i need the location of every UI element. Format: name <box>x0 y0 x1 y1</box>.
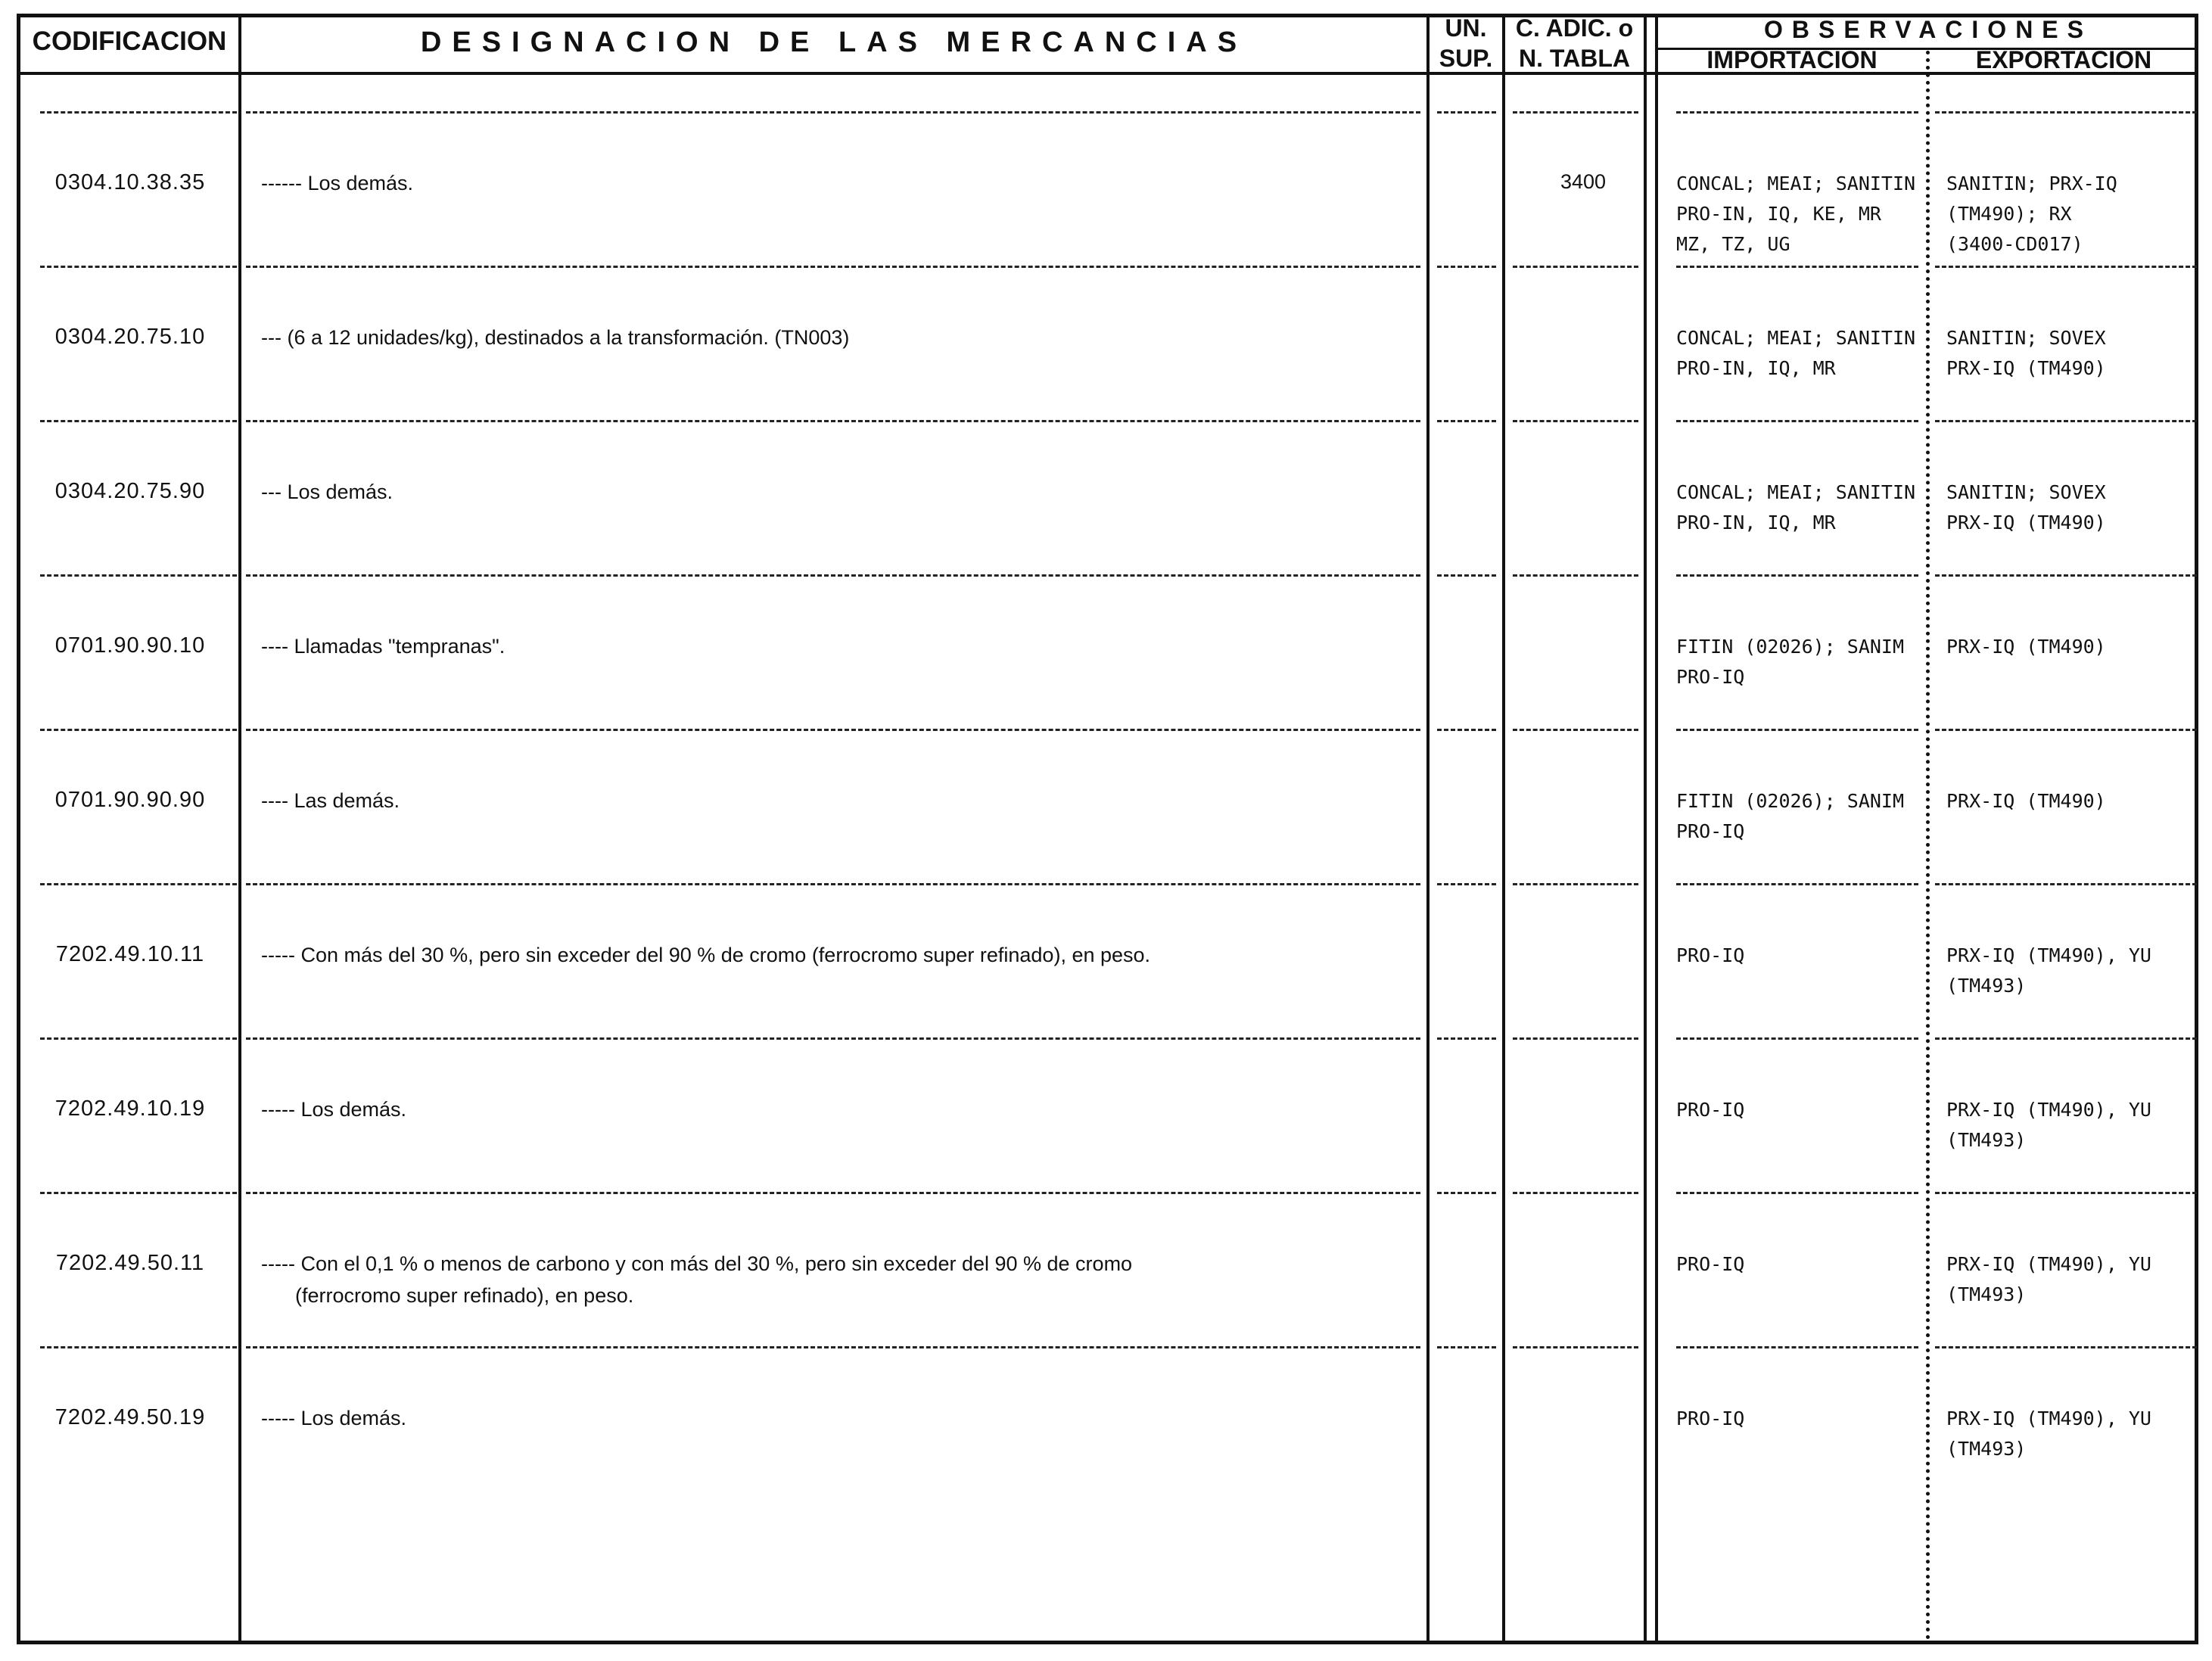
header-codificacion: CODIFICACION <box>32 26 227 56</box>
header-sup: SUP. <box>1439 45 1493 72</box>
row-exportacion: PRX-IQ (TM490), YU (TM493) <box>1946 1253 2151 1305</box>
row-code: 7202.49.50.11 <box>55 1251 205 1275</box>
row-separator <box>246 883 1420 885</box>
row-code: 7202.49.10.19 <box>54 1096 206 1121</box>
row-separator <box>1676 1037 1918 1040</box>
row-importacion: FITIN (02026); SANIM PRO-IQ <box>1676 636 1905 688</box>
row-separator <box>40 266 237 268</box>
row-code: 7202.49.50.19 <box>54 1405 206 1429</box>
row-code: 0304.20.75.90 <box>54 479 206 503</box>
row-importacion: CONCAL; MEAI; SANITIN PRO-IN, IQ, KE, MR MZ, TZ, UG <box>1676 173 1916 255</box>
row-separator <box>246 574 1420 577</box>
row-code: 0701.90.90.90 <box>54 788 206 812</box>
row-separator <box>246 111 1420 114</box>
row-separator <box>1676 574 1918 577</box>
row-exportacion: PRX-IQ (TM490), YU (TM493) <box>1946 1407 2151 1460</box>
row-exportacion: SANITIN; SOVEX PRX-IQ (TM490) <box>1946 327 2106 379</box>
row-cadic: 3400 <box>1560 170 1607 193</box>
row-separator <box>1513 1192 1638 1194</box>
row-separator <box>1437 883 1496 885</box>
row-separator <box>246 1037 1420 1040</box>
row-exportacion: PRX-IQ (TM490), YU (TM493) <box>1946 944 2151 997</box>
row-separator <box>1513 266 1638 268</box>
row-code: 0304.20.75.10 <box>54 325 206 349</box>
column-divider <box>238 17 241 1641</box>
row-separator <box>1935 883 2197 885</box>
row-separator <box>1935 1346 2197 1348</box>
row-importacion: PRO-IQ <box>1676 1099 1745 1121</box>
row-importacion: CONCAL; MEAI; SANITIN PRO-IN, IQ, MR <box>1676 327 1916 379</box>
row-separator <box>1437 420 1496 422</box>
header-un: UN. <box>1445 14 1487 42</box>
row-separator <box>1676 729 1918 731</box>
column-divider <box>1426 17 1430 1641</box>
row-separator <box>40 1346 237 1348</box>
row-separator <box>40 883 237 885</box>
header-exportacion: EXPORTACION <box>1975 46 2152 73</box>
row-exportacion: SANITIN; SOVEX PRX-IQ (TM490) <box>1946 481 2106 533</box>
row-separator <box>1676 420 1918 422</box>
row-exportacion: PRX-IQ (TM490) <box>1946 636 2106 658</box>
row-separator <box>1935 266 2197 268</box>
column-divider <box>1502 17 1505 1641</box>
row-separator <box>1935 1192 2197 1194</box>
row-separator <box>1513 420 1638 422</box>
row-designation: ------ Los demás. <box>261 172 414 194</box>
row-designation: --- Los demás. <box>261 481 394 503</box>
row-separator <box>1437 111 1496 114</box>
row-separator <box>40 729 237 731</box>
row-separator <box>1437 1192 1496 1194</box>
row-exportacion: SANITIN; PRX-IQ (TM490); RX (3400-CD017) <box>1946 173 2117 255</box>
row-separator <box>246 266 1420 268</box>
row-code: 0304.10.38.35 <box>54 170 206 194</box>
row-exportacion: PRX-IQ (TM490) <box>1946 790 2106 812</box>
row-separator <box>1513 883 1638 885</box>
row-separator <box>1676 266 1918 268</box>
row-separator <box>1437 574 1496 577</box>
row-separator <box>1676 1346 1918 1348</box>
row-exportacion: PRX-IQ (TM490), YU (TM493) <box>1946 1099 2151 1151</box>
row-separator <box>1935 420 2197 422</box>
row-importacion: PRO-IQ <box>1676 1253 1745 1275</box>
header-designacion: DESIGNACION DE LAS MERCANCIAS <box>420 26 1248 58</box>
row-separator <box>40 1192 237 1194</box>
row-separator <box>40 111 237 114</box>
row-designation: ---- Las demás. <box>261 789 400 812</box>
row-designation: ----- Los demás. <box>261 1407 407 1429</box>
row-separator <box>1437 1037 1496 1040</box>
header-cadic: C. ADIC. o <box>1515 14 1634 42</box>
row-designation: --- (6 a 12 unidades/kg), destinados a la transformación. (TN003) <box>261 326 850 349</box>
row-separator <box>1437 1346 1496 1348</box>
row-separator <box>1437 729 1496 731</box>
header-importacion: IMPORTACION <box>1706 46 1878 73</box>
row-separator <box>40 1037 237 1040</box>
row-separator <box>1513 574 1638 577</box>
row-separator <box>40 420 237 422</box>
column-divider <box>1655 17 1658 1641</box>
row-separator <box>1676 883 1918 885</box>
tariff-table <box>17 14 2198 1644</box>
row-separator <box>1437 266 1496 268</box>
header-ntabla: N. TABLA <box>1519 45 1630 72</box>
row-separator <box>1676 111 1918 114</box>
row-separator <box>1935 111 2197 114</box>
row-importacion: FITIN (02026); SANIM PRO-IQ <box>1676 790 1905 842</box>
row-importacion: CONCAL; MEAI; SANITIN PRO-IN, IQ, MR <box>1676 481 1916 533</box>
row-separator <box>246 729 1420 731</box>
row-separator <box>1935 574 2197 577</box>
row-separator <box>1513 1346 1638 1348</box>
row-designation: ---- Llamadas "tempranas". <box>261 635 506 658</box>
row-designation: ----- Con más del 30 %, pero sin exceder del 90 % de cromo (ferrocromo super refinado), en peso. <box>261 944 1151 966</box>
row-separator <box>246 1192 1420 1194</box>
row-separator <box>1513 729 1638 731</box>
row-importacion: PRO-IQ <box>1676 1407 1745 1429</box>
row-separator <box>246 420 1420 422</box>
row-designation: ----- Los demás. <box>261 1098 407 1121</box>
row-separator <box>1513 111 1638 114</box>
row-separator <box>1513 1037 1638 1040</box>
row-code: 0701.90.90.10 <box>54 633 206 658</box>
row-designation: ----- Con el 0,1 % o menos de carbono y con más del 30 %, pero sin exceder del 90 % de cromo (ferrocromo super refinado), en peso. <box>261 1252 1133 1307</box>
header-observaciones: OBSERVACIONES <box>1764 16 2092 43</box>
row-separator <box>1935 729 2197 731</box>
row-separator <box>40 574 237 577</box>
row-separator <box>1935 1037 2197 1040</box>
column-divider <box>1644 17 1647 1641</box>
row-separator <box>246 1346 1420 1348</box>
row-importacion: PRO-IQ <box>1676 944 1745 966</box>
row-separator <box>1676 1192 1918 1194</box>
row-code: 7202.49.10.11 <box>55 942 205 966</box>
